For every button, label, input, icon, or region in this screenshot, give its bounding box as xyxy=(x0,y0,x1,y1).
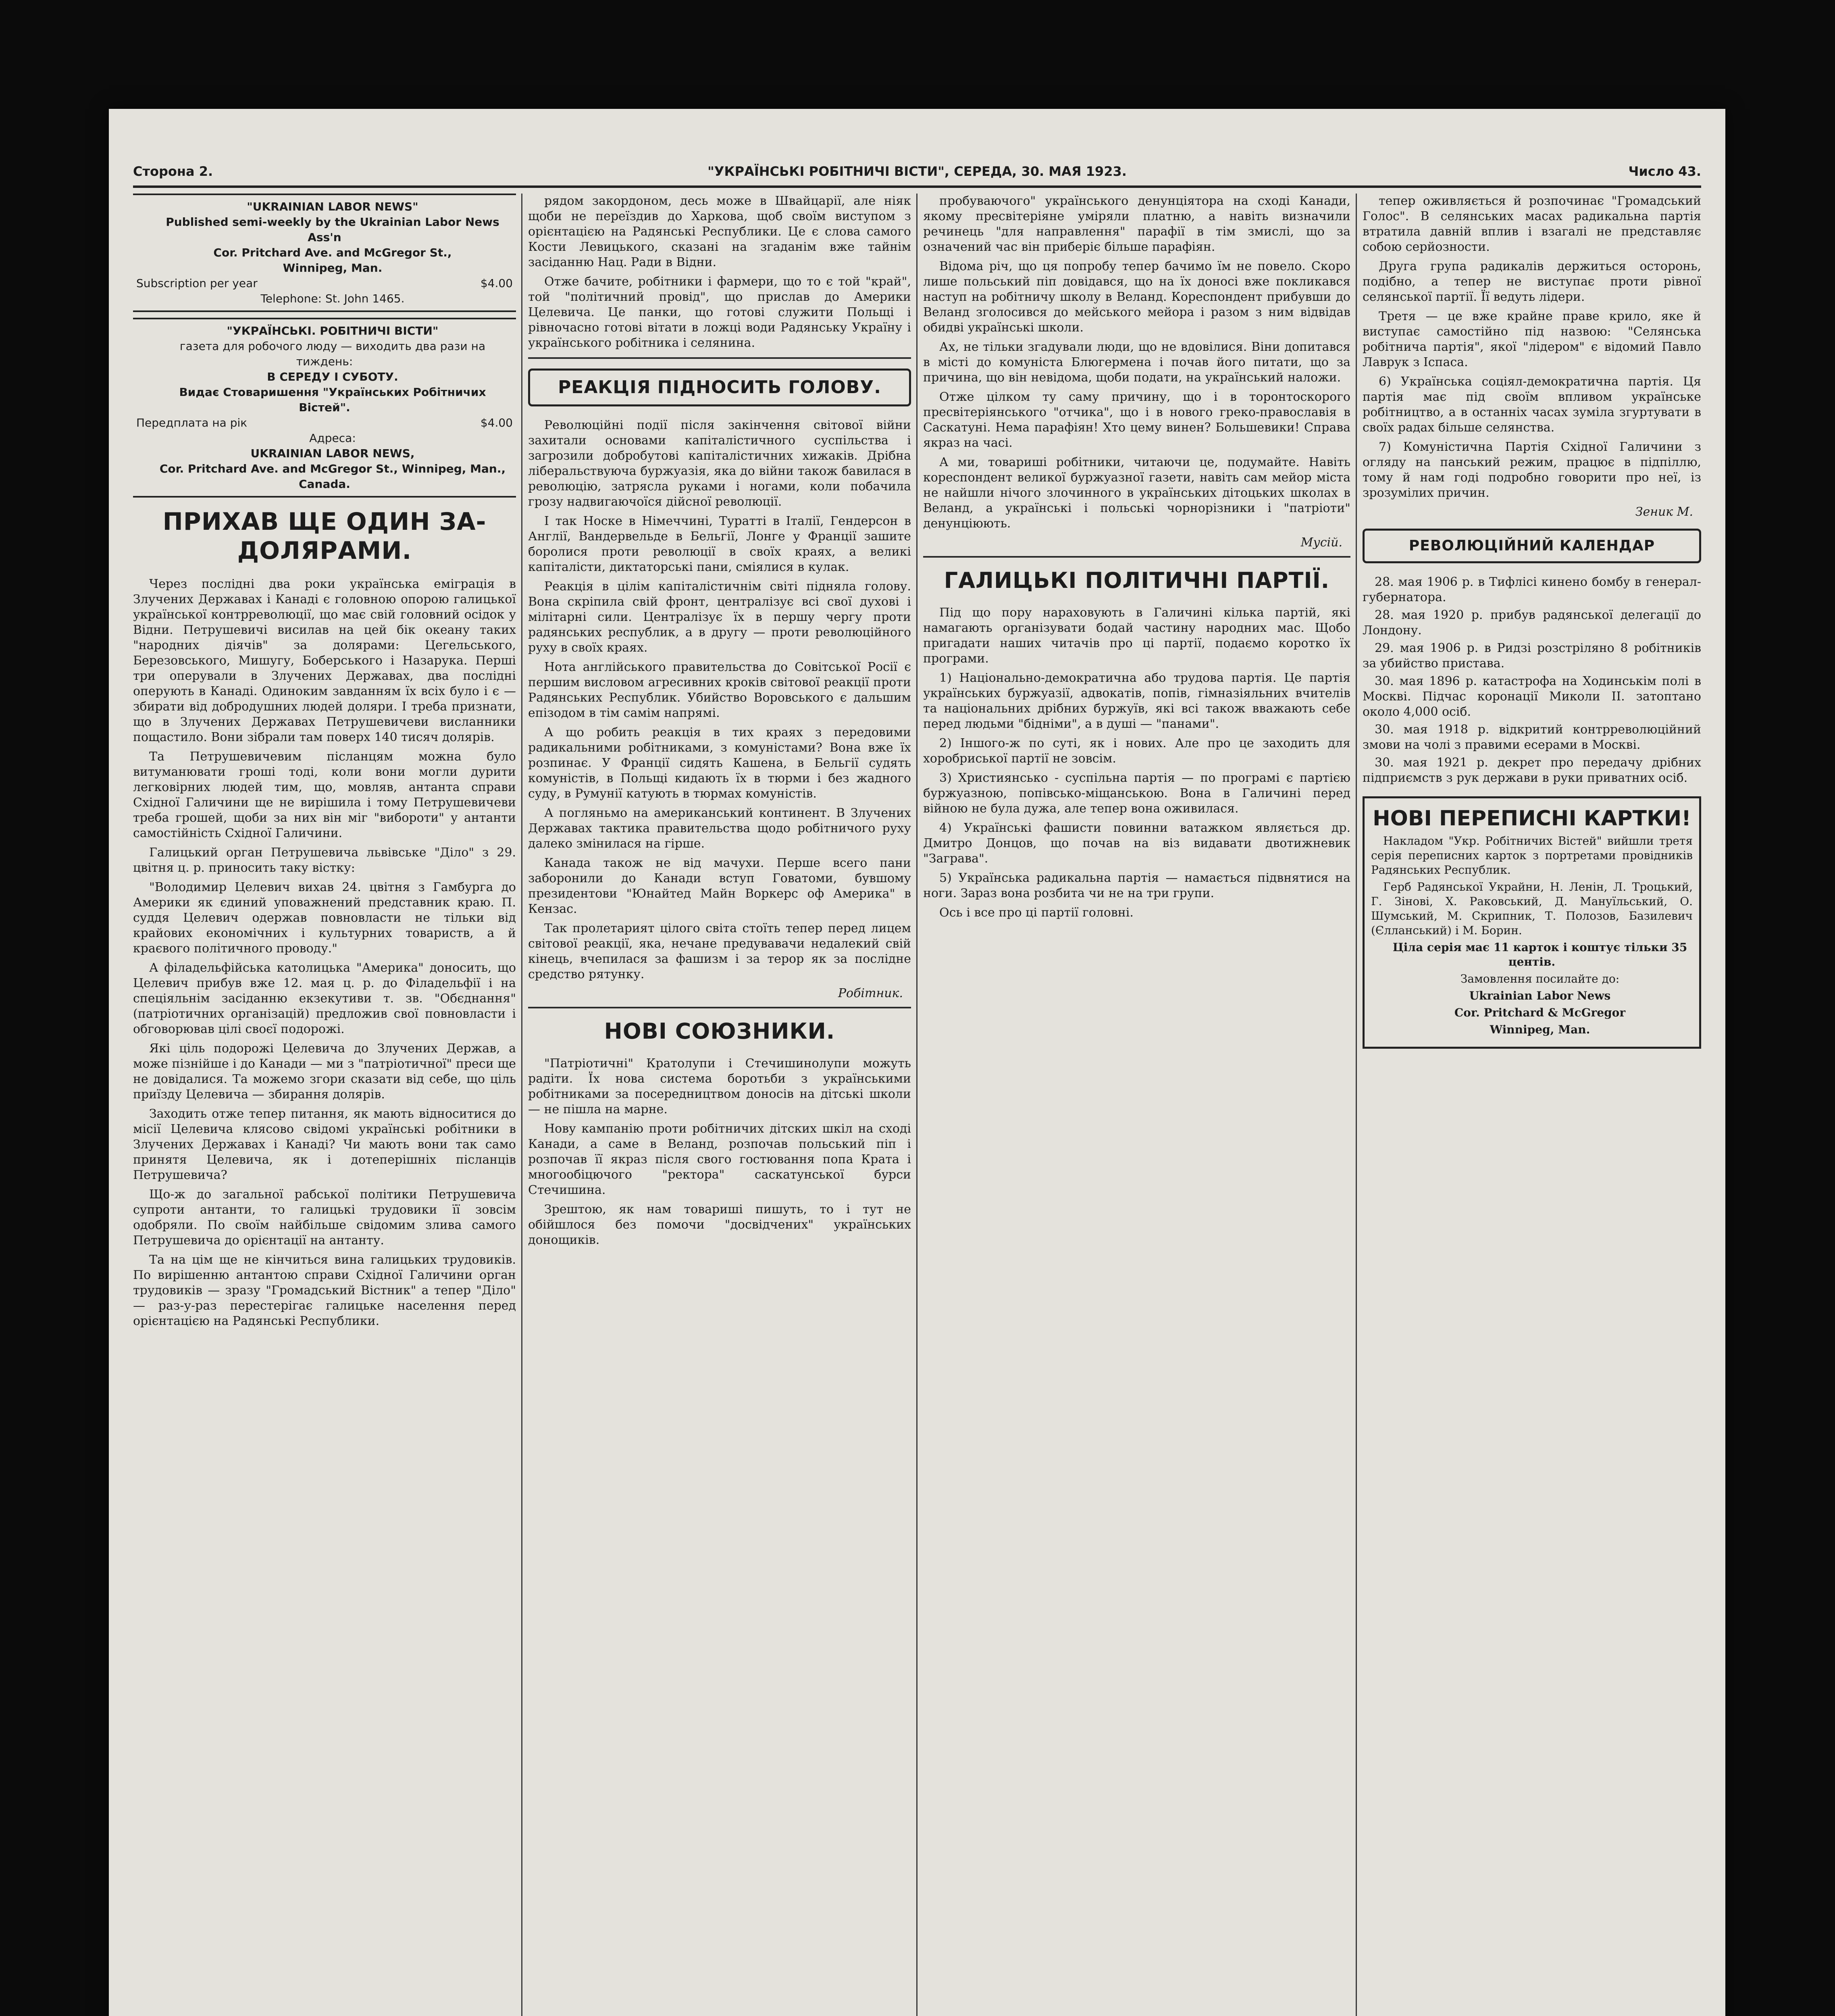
column-1 xyxy=(133,194,516,2016)
masthead-title: "УКРАЇНСЬКІ РОБІТНИЧІ ВІСТИ", СЕРЕДА, 30. МАЯ 1923. xyxy=(707,164,1127,179)
section-rule xyxy=(528,1007,911,1008)
article-paragraph: А що робить реакція в тих краях з передовими радикальними робітниками, з комуністами? Вона вже їх розпинає. У Франції сидять Кашена, в Бельгії судять комуністів, в Польщі кидають їх в тюрми і без жадного суду, в Румунії катують в тюрмах комуністів. xyxy=(528,725,911,801)
ad-portrait-list: Герб Радянської Украйни, Н. Ленін, Л. Троцький, Г. Зінові, Х. Раковський, Д. Мануїльський, О. Шумський, М. Скрипник, Т. Полозов, Базилевич (Єлланський) і М. Борин. xyxy=(1371,880,1693,937)
article-paragraph: Реакція в цілім капіталістичнім світі підняла голову. Вона скріпила свій фронт, централізує всі свої духові і мілітарні сили. Централізує їх в першу чергу проти радянських республик, а в другу — проти революційного руху в своїх краях. xyxy=(528,579,911,655)
article-paragraph: 7) Комуністична Партія Східної Галичини з огляду на панський режим, працює в підпіллю, тому й нам годі подробно говорити про неї, із зрозумілих причин. xyxy=(1363,440,1701,500)
article-paragraph: Ось і все про ці партії головні. xyxy=(939,906,1134,920)
calendar-entry: 30. мая 1921 р. декрет про передачу дрібних підприємств з рук держави в руки приватних осіб. xyxy=(1363,756,1701,785)
issue-number: Число 43. xyxy=(1628,164,1701,179)
subscription-label: Subscription per year xyxy=(136,277,258,290)
section-rule xyxy=(528,357,911,359)
article-paragraph: 4) Українські фашисти повинни ватажком являється др. Дмитро Донцов, що почав на віз видавати двотижневик "Заграва". xyxy=(923,821,1350,866)
ad-address-line: Winnipeg, Man. xyxy=(1490,1023,1590,1036)
column-divider xyxy=(1356,194,1357,2016)
article-paragraph: Отже бачите, робітники і фармери, що то є той "край", той "політичний провід", що прислав до Америки Целевича. Це панки, що готові служити Польщі і рівночасно готові вітати в ложці води Радянську Україну і українського робітника і селянина. xyxy=(528,275,911,350)
telephone-line: Telephone: St. John 1465. xyxy=(260,292,405,305)
article-paragraph: І так Носке в Німеччині, Туратті в Італії, Гендерсон в Англії, Вандервельде в Бельгії, Лонге у Франції зашите боролися проти революції в своїх краях, а великі капіталісти, диктаторські пани, сміялися в кулак. xyxy=(528,514,911,574)
subscription-label: Передплата на рік xyxy=(136,416,248,429)
article-signature: Зеник М. xyxy=(1635,505,1693,519)
column-3 xyxy=(923,194,1350,2016)
section-rule xyxy=(923,556,1350,558)
article-paragraph: Під що пору нараховують в Галичині кілька партій, які намагають організувати бодай частину народних мас. Щобо пригадати наших читачів про ці партії, подаємо коротко їх програми. xyxy=(923,606,1350,666)
english-paper-name: "UKRAINIAN LABOR NEWS" xyxy=(247,200,418,213)
article-paragraph: Та на цім ще не кінчиться вина галицьких трудовиків. По вирішенню антантою справи Східної Галичини орган трудовиків — зразу "Громадський Вістник" а тепер "Діло" — раз-у-раз перестерігає галицьке населення перед орієнтацією на Радянські Республики. xyxy=(133,1253,516,1328)
page-number: Сторона 2. xyxy=(133,164,213,179)
article-paragraph: пробуваючого" українського денунціятора на сході Канади, якому пресвітеріяне уміряли платню, а навіть визначили речинець "для направлення" парафії в тім змислі, що за означений час він приберіє більше парафіян. xyxy=(923,194,1350,254)
ukrainian-subscription-row xyxy=(136,415,513,431)
postcards-advertisement xyxy=(1363,796,1701,1049)
calendar-headline: РЕВОЛЮЦІЙНИЙ КАЛЕНДАР xyxy=(1363,529,1701,563)
address-line-2: Cor. Pritchard Ave. and McGregor St., Winnipeg, Man., Canada. xyxy=(159,462,506,491)
article-paragraph: Ах, не тільки згадували люди, що не вдовілися. Віни допитався в місті до комуніста Блюгермена і почав його питати, що за причина, що він невідома, щоби подати, на український наложи. xyxy=(923,340,1350,385)
article-signature: Мусій. xyxy=(1300,535,1342,550)
article-headline: ПРИХАВ ЩЕ ОДИН ЗА-ДОЛЯРАМИ. xyxy=(162,508,487,565)
article-headline: ГАЛИЦЬКІ ПОЛІТИЧНІ ПАРТІЇ. xyxy=(944,568,1330,593)
article-paragraph: А філадельфійська католицька "Америка" доносить, що Целевич прибув вже 12. мая ц. р. до Філадельфії і на спеціяльнім засіданню екзекутиви т. зв. "Обєднання" (патріотичних організацій) предложив свої повновласти і обговорював цілі своєї подорожі. xyxy=(133,961,516,1036)
english-subscription-row xyxy=(136,276,513,291)
ad-order-label: Замовлення посилайте до: xyxy=(1460,972,1620,985)
article-paragraph: Відома річ, що ця попробу тепер бачимо їм не повело. Скоро лише польський піп довідався, що на їх доносі вже покликався наступ на робітничу школу в Веланд. Кореспондент прибувши до Веланд зголосився до мейського мейора і разом з ним відвідав обидві українські школи. xyxy=(923,259,1350,335)
article-paragraph: Через послідні два роки українська еміграція в Злучених Державах і Канаді є головною опорою галицької української контрреволюції, що має свій головний осідок у Відни. Петрушевичі висилав на цей бік океану таких "народних діячів" за долярами: Цегельського, Березовського, Мишугу, Боберського і Назарука. Перші три оперували в Злучених Державах, два послідні оперують в Канаді. Одиноким завданням їх всіх було і є — збирати від добродушних людей доляри. І треба признати, що в Злучених Державах Петрушевичеви висланники пощастило. Вони зібрали там поверх 140 тисяч долярів. xyxy=(133,577,516,744)
calendar-entry: 29. мая 1906 р. в Ридзі розстріляно 8 робітників за убийство пристава. xyxy=(1363,641,1701,671)
column-divider xyxy=(521,194,522,2016)
publisher-line: Видає Стоваришення "Українських Робітничих Вістей". xyxy=(179,385,486,414)
article-paragraph: Революційні події після закінчення світової війни захитали основами капіталістичного суспільства і загрозили добробутові капіталістичних хижаків. Дрібна ліберальствуюча буржуазія, яка до війни також бавилася в революцію, затрясла руками і ногами, коли побачила грозу надвигаючоїся дійсної революції. xyxy=(528,418,911,509)
article-paragraph: Що-ж до загальної рабської політики Петрушевича супроти антанти, то галицькі трудовики її зовсім одобряли. По своїм найбільше свідомим злива самого Петрушевича до орієнтації на антанту. xyxy=(133,1187,516,1248)
column-2 xyxy=(528,194,911,2016)
english-published-line: Published semi-weekly by the Ukrainian Labor News Ass'n xyxy=(166,215,499,244)
article-paragraph: Третя — це вже крайне праве крило, яке й виступає самостійно під назвою: "Селянська робітнича партія", якої "лідером" є відомий Павло Лаврук з Іспаса. xyxy=(1363,309,1701,369)
article-paragraph: 2) Іншого-ж по суті, як і нових. Але про це заходить для хоробриської партії не зовсім. xyxy=(923,736,1350,766)
ukrainian-info-box xyxy=(133,318,516,498)
article-signature: Робітник. xyxy=(838,986,903,1000)
article-paragraph: Галицький орган Петрушевича львівське "Діло" з 29. цвітня ц. р. приносить таку вістку: xyxy=(133,846,516,875)
ukrainian-paper-name: "УКРАЇНСЬКІ. РОБІТНИЧІ ВІСТИ" xyxy=(227,324,439,337)
article-paragraph: рядом закордоном, десь може в Швайцарії, але ніяк щоби не переїздив до Харкова, щоб своїм виступом з орієнтацією на Радянські Республики. Це є слова самого Кости Левицького, сказані на згаданім вже тайнім засіданню Нац. Ради в Відни. xyxy=(528,194,911,269)
article-paragraph: 6) Українська соціял-демократична партія. Ця партія має під своїм впливом українське робітництво, а в останніх часах зуміла згуртувати в своїх радах більше селянства. xyxy=(1363,375,1701,435)
article-paragraph: Так пролетарият цілого світа стоїть тепер перед лицем світової реакції, яка, нечане предувавачи недалекий свій кінець, вчепилася за фашизм і за терор як за послідне средство рятунку. xyxy=(528,921,911,981)
article-paragraph: Зрештою, як нам товариші пишуть, то і тут не обійшлося без помочи "досвідчених" українських донощиків. xyxy=(528,1202,911,1247)
article-paragraph: 1) Національно-демократична або трудова партія. Це партія українських буржуазії, адвокатів, попів, гімназіяльних вчителів та національних дрібних буржуїв, які всі також вважають себе перед людьми "бідніми", а в душі — "панами". xyxy=(923,671,1350,731)
article-paragraph: Нову кампанію проти робітничих дітских шкіл на сході Канади, а саме в Веланд, розпочав польський піп і розпочав її якраз після свого гостювання попа Крата і многообіцючого "ректора" саскатунської бурси Стечишина. xyxy=(528,1122,911,1197)
article-paragraph: тепер оживляється й розпочинає "Громадський Голос". В селянських масах радикальна партія втратила давній вплив і взагалі не представляє собою серйозности. xyxy=(1363,194,1701,254)
article-paragraph: Нота англійського правительства до Совітської Росії є першим висловом агресивних кроків світової реакції проти Радянських Республик. Убийство Воровського є дальшим епізодом в тім самім напрямі. xyxy=(528,660,911,720)
article-paragraph: Отже цілком ту саму причину, що і в торонтоскорого пресвітеріянського "отчика", що і в нового греко-православія в Саскатуні. Нема парафіян! Хто цему винен? Большевики! Справа якраз на часі. xyxy=(923,390,1350,450)
column-4 xyxy=(1363,194,1701,2016)
ad-price: Ціла серія має 11 карток і коштує тільки 35 центів. xyxy=(1392,941,1687,968)
article-paragraph: "Патріотичні" Кратолупи і Стечишинолупи можуть радіти. Їх нова система боротьби з українськими робітниками за посередництвом доносів на дітські школи — не пішла на марне. xyxy=(528,1056,911,1116)
subscription-price: $4.00 xyxy=(480,277,513,290)
article-paragraph: Заходить отже тепер питання, як мають відноситися до місії Целевича клясово свідомі українські робітники в Злучених Державах і Канаді? Чи мають вони так само принятя Целевича, як і дотеперішніх післанців Петрушевича? xyxy=(133,1107,516,1182)
english-info-box xyxy=(133,194,516,312)
english-city-line: Winnipeg, Man. xyxy=(283,261,383,275)
article-paragraph: А ми, товариші робітники, читаючи це, подумайте. Навіть кореспондент великої буржуазної газети, навіть сам мейор міста не найшли нічого злочинного в українських дітоцьких школах в Веланд, а українські і польські чорнорізники і "патріоти" денунціюють. xyxy=(923,455,1350,531)
article-paragraph: А погляньмо на американський континент. В Злучених Державах тактика правительства щодо робітничого руху далеко змінилася на гірше. xyxy=(528,806,911,851)
days-line: В СЕРЕДУ І СУБОТУ. xyxy=(267,370,398,383)
ad-text: Накладом "Укр. Робітничих Вістей" вийшли третя серія переписних карток з портретами провідників Радянських Республик. xyxy=(1371,834,1693,877)
address-line-1: UKRAINIAN LABOR NEWS, xyxy=(250,447,415,460)
article-paragraph: Та Петрушевичевим післанцям можна було витуманювати гроші тоді, коли вони могли дурити легковірних людей тим, що, мовляв, антанта справи Східної Галичини ще не вирішила і тому Петрушевичеви треба грошей, щоби за них він міг "вибороти" у антанти самостійність Східної Галичини. xyxy=(133,750,516,840)
article-paragraph: Які ціль подорожі Целевича до Злучених Держав, а може пізнійше і до Канади — ми з "патріотичної" преси ще не довідалися. Та можемо згори сказати від себе, що ціль приїзду Целевича — збирання долярів. xyxy=(133,1041,516,1102)
english-address-line: Cor. Pritchard Ave. and McGregor St., xyxy=(213,246,452,259)
top-rule xyxy=(133,185,1701,188)
calendar-entry: 30. мая 1918 р. відкритий контрреволюційний змови на чолі з правими есерами в Москві. xyxy=(1363,723,1701,752)
article-headline: НОВІ СОЮЗНИКИ. xyxy=(604,1018,835,1044)
article-paragraph: "Володимир Целевич вихав 24. цвітня з Гамбурга до Америки як єдиний уповажнений представник краю. П. суддя Целевич одержав повновласти не тільки від крайових економічних і культурних товариств, а й краєвого політичного проводу." xyxy=(133,880,516,956)
article-headline: РЕАКЦІЯ ПІДНОСИТЬ ГОЛОВУ. xyxy=(528,369,911,406)
calendar-entry: 28. мая 1920 р. прибув радянської делегації до Лондону. xyxy=(1363,608,1701,637)
subscription-price: $4.00 xyxy=(480,416,513,429)
ad-address-line: Ukrainian Labor News xyxy=(1469,989,1611,1002)
article-paragraph: Канада також не від мачухи. Перше всего пани заборонили до Канади вступ Говатоми, бувшому президентови "Юнайтед Майн Воркерс оф Америка" в Кензас. xyxy=(528,856,911,916)
newspaper-page xyxy=(109,109,1725,2016)
ad-title: НОВІ ПЕРЕПИСНІ КАРТКИ! xyxy=(1373,806,1691,831)
calendar-entry: 28. мая 1906 р. в Тифлісі кинено бомбу в генерал-губернатора. xyxy=(1363,575,1701,604)
article-paragraph: Друга група радикалів держиться осторонь, подібно, а тепер не виступає проти рівної селянської партії. Її ведуть лідери. xyxy=(1363,259,1701,304)
address-label: Адреса: xyxy=(309,431,356,445)
ad-address-line: Cor. Pritchard & McGregor xyxy=(1454,1006,1626,1019)
masthead xyxy=(133,160,1701,185)
calendar-entry: 30. мая 1896 р. катастрофа на Ходинськім полі в Москві. Підчас коронації Миколи II. затоптано около 4,000 осіб. xyxy=(1363,674,1701,719)
column-divider xyxy=(916,194,918,2016)
article-paragraph: 5) Українська радикальна партія — намається підвнятися на ноги. Зараз вона розбита чи не на три групи. xyxy=(923,871,1350,900)
frequency-line: газета для робочого люду — виходить два рази на тиждень: xyxy=(179,339,486,368)
article-paragraph: 3) Християнсько - суспільна партія — по програмі є партією буржуазною, попівсько-міщанською. Вона в Галичині перед війною не була дужа, але тепер вона оживилася. xyxy=(923,771,1350,816)
